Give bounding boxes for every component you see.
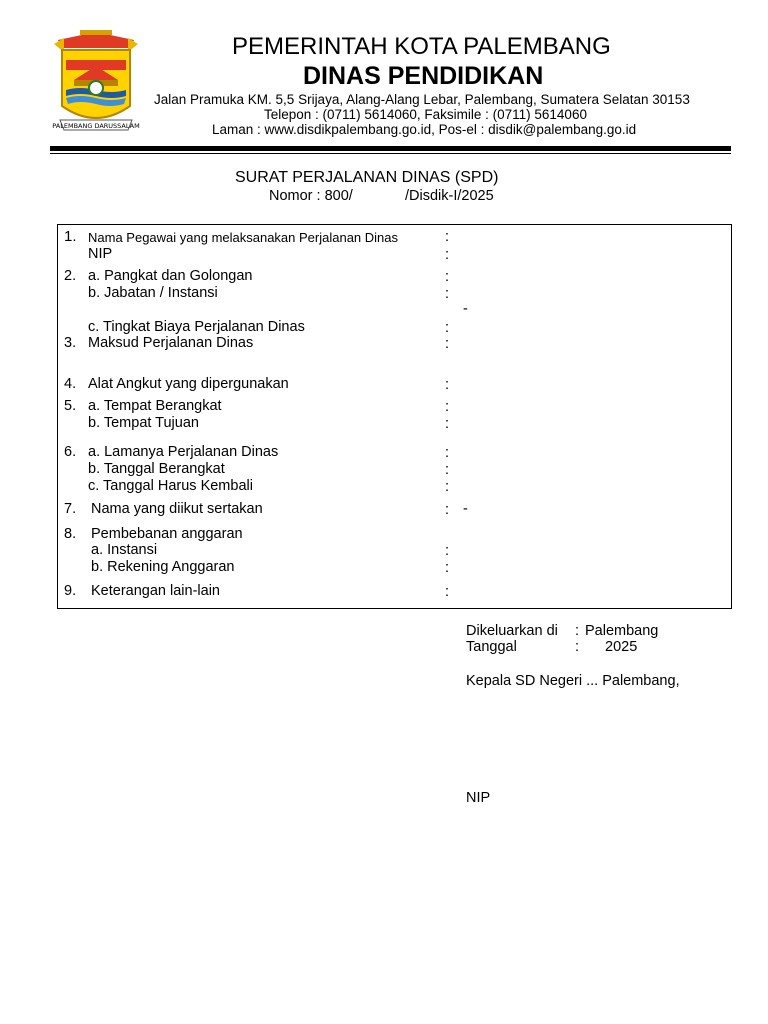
row-6c-label: c. Tanggal Harus Kembali [88,478,253,494]
row-3-label: Maksud Perjalanan Dinas [88,335,254,351]
document-number-prefix: Nomor : 800/ [269,188,353,204]
signatory-nip-label: NIP [466,790,491,806]
signatory-position: Kepala SD Negeri ... Palembang, [466,673,680,689]
row-8a-label: a. Instansi [91,542,158,558]
issued-at-value: Palembang [585,623,659,639]
org-address: Jalan Pramuka KM. 5,5 Srijaya, Alang-Alang Lebar, Palembang, Sumatera Selatan 30153 [154,92,690,107]
issued-at-colon: : [575,623,580,639]
svg-text:PALEMBANG DARUSSALAM: PALEMBANG DARUSSALAM [52,122,140,130]
row-4-colon: : [445,377,450,393]
issued-date-colon: : [575,639,580,655]
org-web: Laman : www.disdikpalembang.go.id, Pos-el : disdik@palembang.go.id [212,122,637,137]
row-9-label: Keterangan lain-lain [91,583,220,599]
row-6a-colon: : [445,445,450,461]
issued-date-label: Tanggal [466,639,517,655]
row-2b-colon: : [445,286,450,302]
row-5a-colon: : [445,399,450,415]
row-9-colon: : [445,584,450,600]
org-name-line2: DINAS PENDIDIKAN [303,62,544,90]
row-7-value: - [463,501,468,517]
row-5b-colon: : [445,416,450,432]
row-7-colon: : [445,502,450,518]
row-6b-colon: : [445,462,450,478]
document-number-suffix: /Disdik-I/2025 [405,188,494,204]
row-2b-dash-value: - [463,301,468,317]
row-8-number: 8. [64,526,77,542]
row-8b-colon: : [445,560,450,576]
row-5-number: 5. [64,398,77,414]
row-6a-label: a. Lamanya Perjalanan Dinas [88,444,279,460]
row-2-number: 2. [64,268,77,284]
row-8a-colon: : [445,543,450,559]
row-4-label: Alat Angkut yang dipergunakan [88,376,289,392]
row-2c-label: c. Tingkat Biaya Perjalanan Dinas [88,319,305,335]
row-3-number: 3. [64,335,77,351]
letterhead-divider-thick [50,146,731,151]
org-phone: Telepon : (0711) 5614060, Faksimile : (0711) 5614060 [264,107,587,122]
letterhead-divider-thin [50,153,731,154]
row-6c-colon: : [445,479,450,495]
row-2b-label: b. Jabatan / Instansi [88,285,218,301]
row-7-label: Nama yang diikut sertakan [91,501,263,517]
row-6b-label: b. Tanggal Berangkat [88,461,225,477]
row-5b-label: b. Tempat Tujuan [88,415,199,431]
row-7-number: 7. [64,501,77,517]
issued-at-label: Dikeluarkan di [466,623,558,639]
row-5a-label: a. Tempat Berangkat [88,398,222,414]
row-1-nip-label: NIP [88,246,113,262]
row-8-label: Pembebanan anggaran [91,526,243,542]
row-2a-label: a. Pangkat dan Golongan [88,268,253,284]
org-name-line1: PEMERINTAH KOTA PALEMBANG [232,33,611,60]
row-1-number: 1. [64,228,77,245]
row-3-colon: : [445,336,450,352]
row-8b-label: b. Rekening Anggaran [91,559,235,575]
issued-date-value: 2025 [605,639,638,655]
palembang-city-emblem [50,30,142,138]
row-2a-colon: : [445,269,450,285]
row-6-number: 6. [64,444,77,460]
row-1-nip-colon: : [445,247,450,263]
row-1-label: Nama Pegawai yang melaksanakan Perjalanan Dinas [88,230,399,245]
document-title: SURAT PERJALANAN DINAS (SPD) [235,169,499,186]
row-9-number: 9. [64,583,77,599]
row-1-colon: : [445,229,450,245]
row-4-number: 4. [64,376,77,392]
row-2c-colon: : [445,320,450,336]
